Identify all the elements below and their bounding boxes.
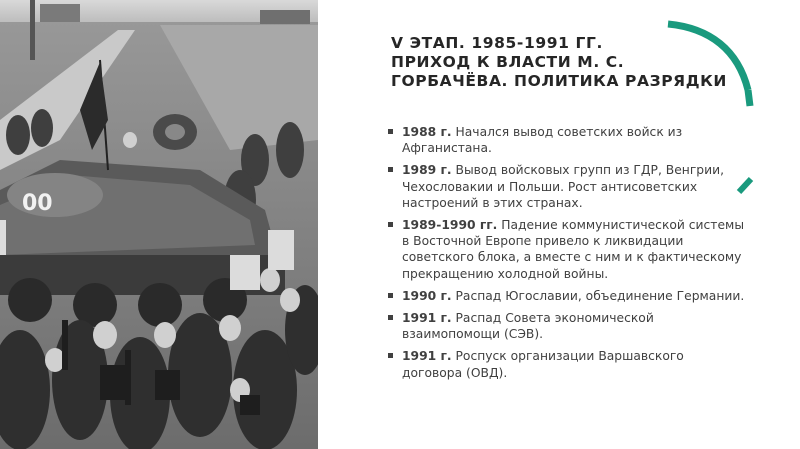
event-year: 1989-1990 гг. <box>402 218 498 233</box>
event-year: 1991 г. <box>402 311 452 326</box>
event-item <box>385 348 745 380</box>
photo-illustration <box>0 0 318 449</box>
event-text: Падение коммунистической системы в Восточной Европе привело к ликвидации советского блока, а вместе с ним и к фактическому прекращению холодной войны. <box>402 218 745 281</box>
event-text: Роспуск организации Варшавского договора (ОВД). <box>402 349 684 380</box>
event-year: 1990 г. <box>402 288 452 303</box>
event-year: 1989 г. <box>402 163 452 178</box>
event-item <box>385 217 745 282</box>
event-item <box>385 288 745 304</box>
bullet-marker <box>388 293 393 298</box>
event-year: 1988 г. <box>402 125 452 139</box>
event-text: Распад Совета экономической взаимопомощи (СЭВ). <box>402 311 654 342</box>
title-line-2: ПРИХОД К ВЛАСТИ М. С. <box>391 53 625 71</box>
events-list <box>385 124 745 387</box>
title-line-3: ГОРБАЧЁВА. ПОЛИТИКА РАЗРЯДКИ <box>391 72 727 90</box>
event-item <box>385 162 745 211</box>
event-year: 1991 г. <box>402 349 452 364</box>
event-item <box>385 310 745 342</box>
vehicle-number-label: 00 <box>22 191 53 216</box>
bullet-marker <box>388 315 393 320</box>
event-text: Распад Югославии, объединение Германии. <box>451 288 745 303</box>
historical-photo <box>0 0 318 449</box>
bullet-marker <box>388 167 393 172</box>
title-line-1: V ЭТАП. 1985-1991 ГГ. <box>391 34 603 52</box>
bullet-marker <box>388 129 393 134</box>
event-item <box>385 124 745 156</box>
event-text: Вывод войсковых групп из ГДР, Венгрии, Чехословакии и Польши. Рост антисоветских настроений в этих странах. <box>402 163 724 210</box>
bullet-marker <box>388 353 393 358</box>
slide-title <box>391 34 761 91</box>
bullet-marker <box>388 222 393 227</box>
event-text: Начался вывод советских войск из Афганистана. <box>402 125 683 156</box>
